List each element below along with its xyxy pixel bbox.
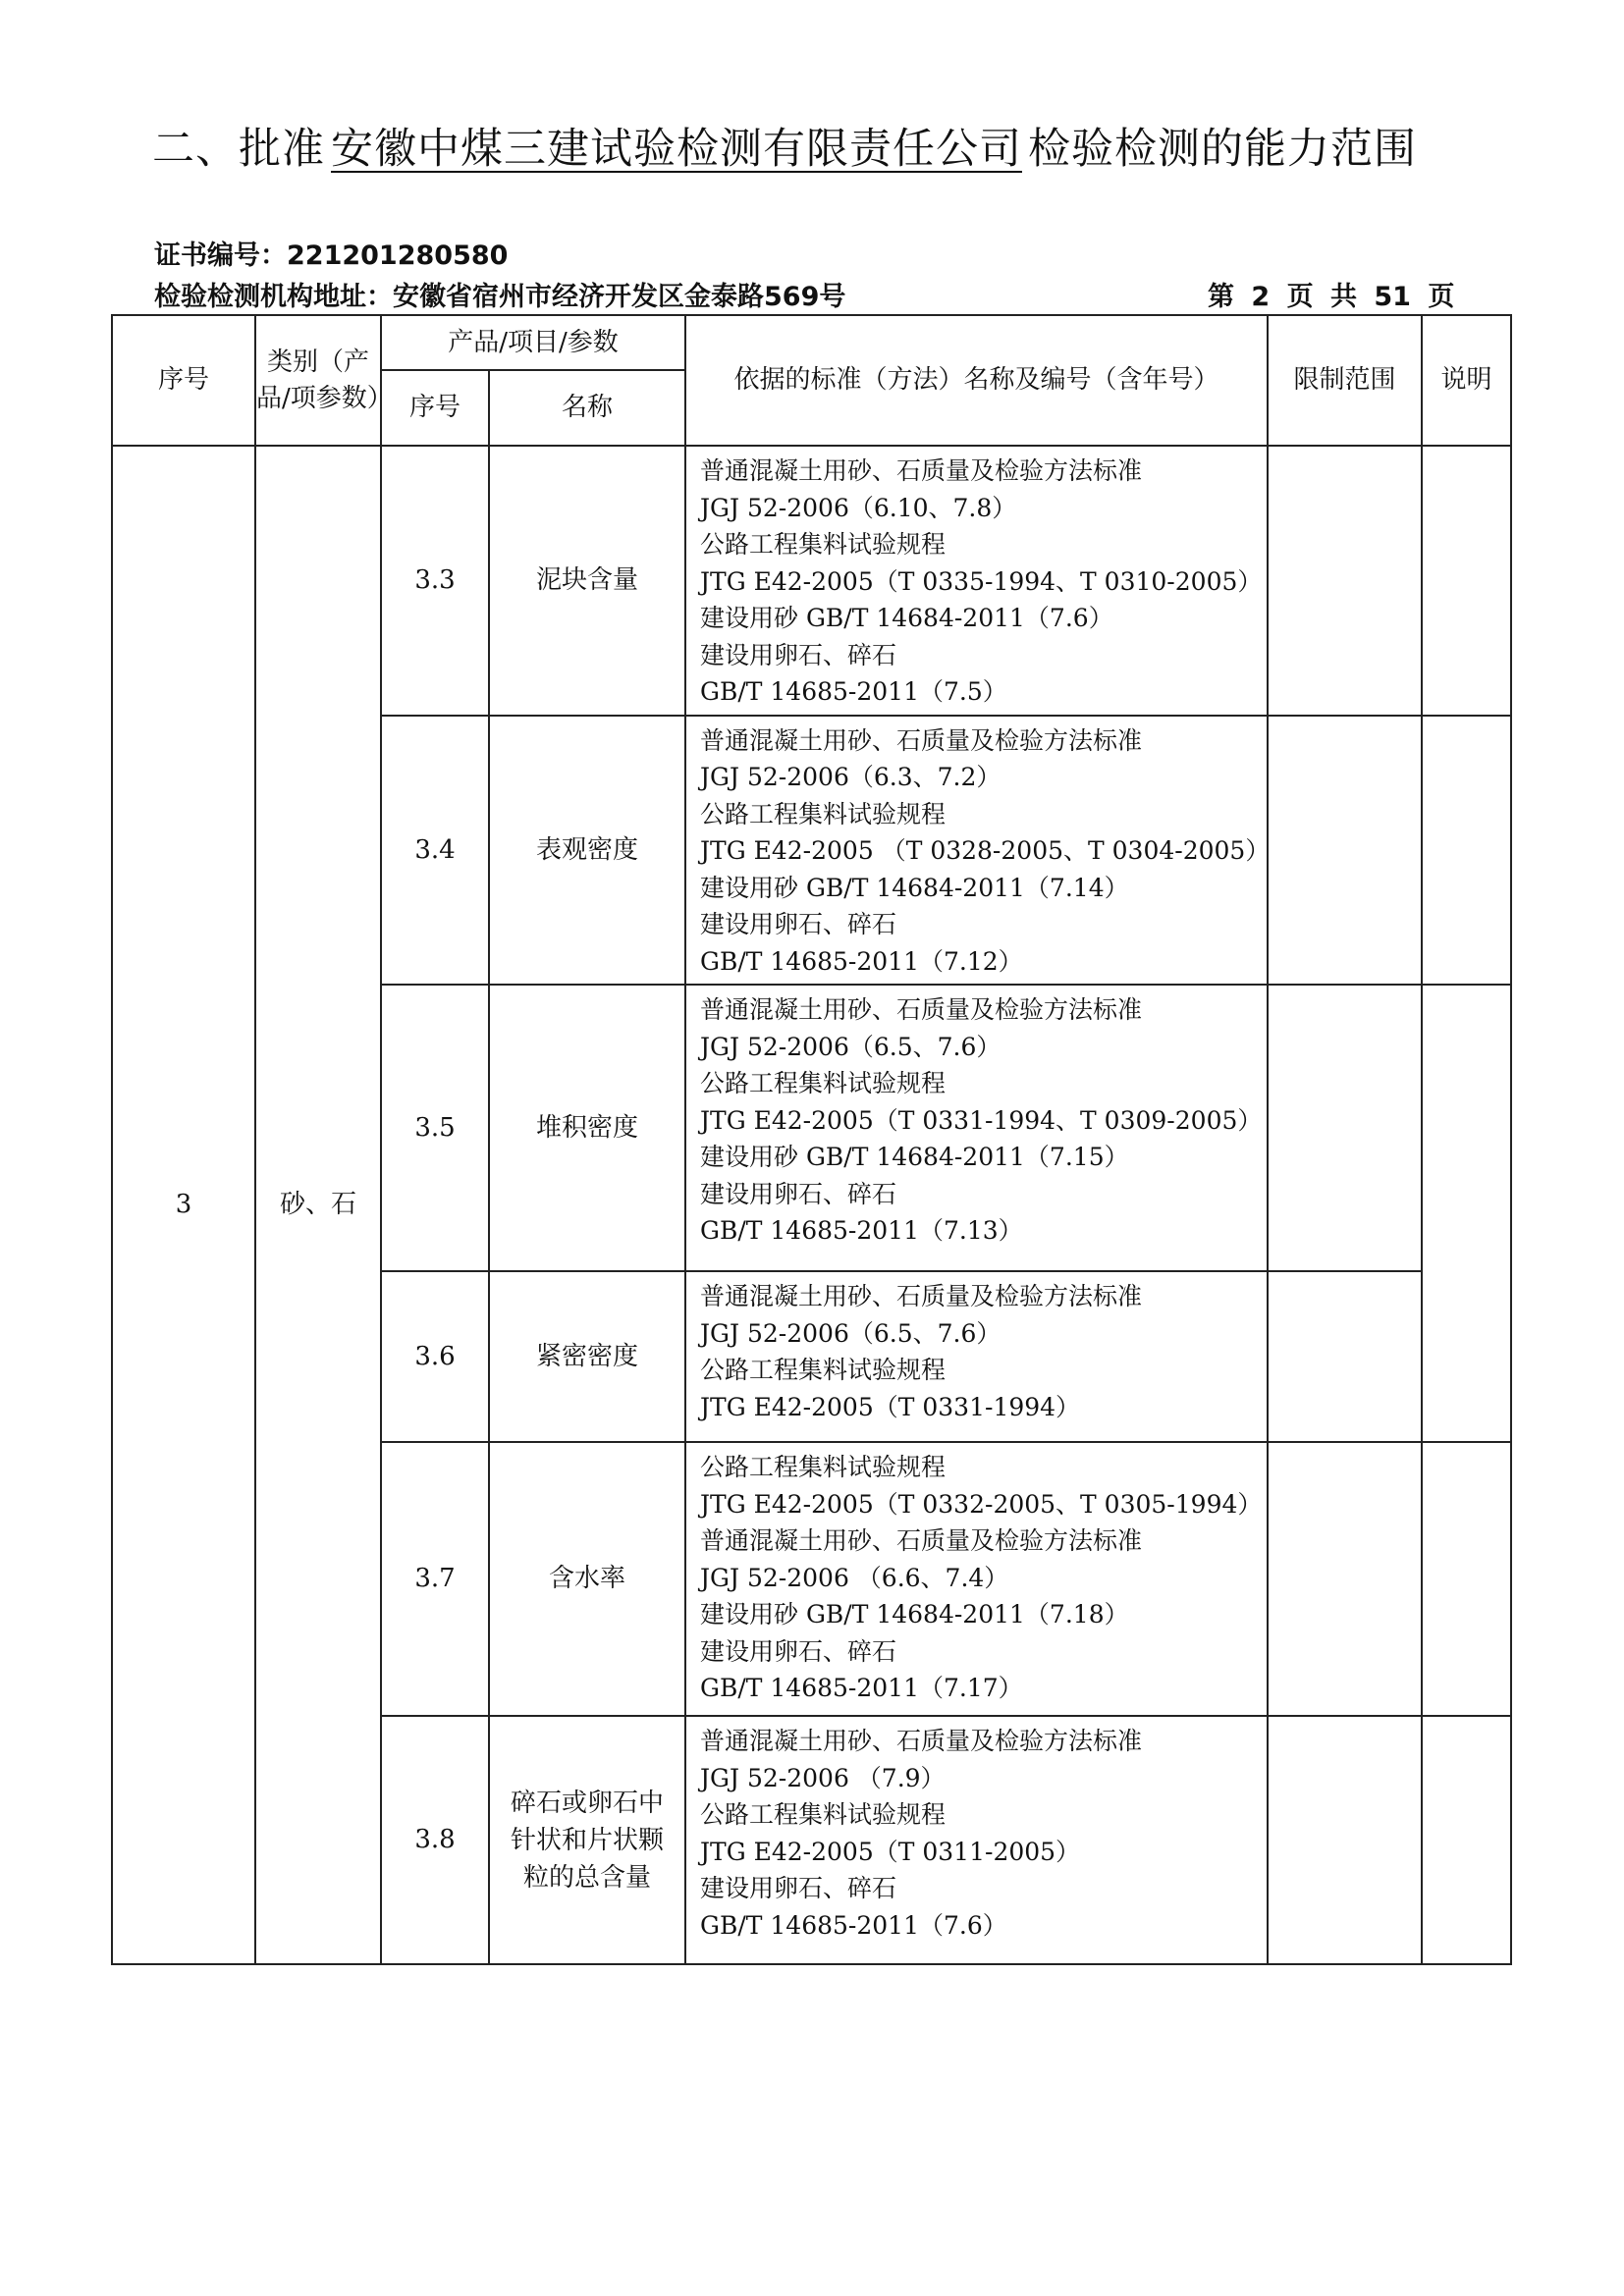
standard-line: GB/T 14685-2011（7.5） — [700, 677, 1007, 706]
standard-line: JTG E42-2005（T 0331-1994） — [700, 1392, 1081, 1421]
standard-line: 普通混凝土用砂、石质量及检验方法标准 — [700, 1526, 1143, 1555]
standard-line: 普通混凝土用砂、石质量及检验方法标准 — [700, 725, 1143, 755]
standard-line: JGJ 52-2006（6.5、7.6） — [700, 1032, 1001, 1061]
standards-cell — [685, 446, 1268, 716]
item-name: 堆积密度 — [489, 985, 685, 1271]
capability-table — [111, 314, 1512, 1965]
certificate-number — [154, 234, 508, 272]
header-sub-seq: 序号 — [381, 370, 489, 446]
standard-line: 公路工程集料试验规程 — [700, 799, 947, 828]
standards-cell — [685, 1716, 1268, 1964]
group-number: 3 — [112, 446, 255, 1964]
item-number: 3.7 — [381, 1442, 489, 1716]
standard-line: JTG E42-2005 （T 0328-2005、T 0304-2005） — [700, 836, 1271, 865]
standard-line: 建设用卵石、碎石 — [700, 1636, 897, 1666]
standard-line: 普通混凝土用砂、石质量及检验方法标准 — [700, 995, 1143, 1024]
title-prefix: 二、批准 — [152, 125, 325, 174]
limit-cell — [1268, 1271, 1422, 1442]
institution-address — [154, 275, 845, 313]
item-name: 碎石或卵石中针状和片状颗粒的总含量 — [489, 1716, 685, 1964]
standard-line: 建设用卵石、碎石 — [700, 1179, 897, 1208]
company-name: 安徽中煤三建试验检测有限责任公司 — [331, 125, 1022, 174]
standard-line: 建设用砂 GB/T 14684-2011（7.18） — [700, 1600, 1129, 1629]
standard-line: JGJ 52-2006（6.5、7.6） — [700, 1318, 1001, 1348]
item-number: 3.8 — [381, 1716, 489, 1964]
note-cell — [1422, 1442, 1511, 1716]
standard-line: GB/T 14685-2011（7.13） — [700, 1216, 1023, 1245]
note-cell — [1422, 1716, 1511, 1964]
table-row — [112, 446, 1511, 716]
item-name: 表观密度 — [489, 716, 685, 986]
standard-line: 建设用卵石、碎石 — [700, 1874, 897, 1902]
standard-line: 建设用卵石、碎石 — [700, 640, 897, 669]
header-name: 名称 — [489, 370, 685, 446]
group-category: 砂、石 — [255, 446, 381, 1964]
limit-cell — [1268, 1442, 1422, 1716]
standard-line: 公路工程集料试验规程 — [700, 530, 947, 559]
standard-line: GB/T 14685-2011（7.6） — [700, 1910, 1007, 1940]
header-product-group: 产品/项目/参数 — [381, 315, 685, 370]
standard-line: 建设用砂 GB/T 14684-2011（7.14） — [700, 873, 1129, 902]
standards-cell — [685, 716, 1271, 986]
address-label: 检验检测机构地址： — [154, 282, 393, 312]
cert-label: 证书编号： — [154, 240, 287, 271]
address-value: 安徽省宿州市经济开发区金泰路569号 — [393, 282, 846, 312]
standard-line: 建设用卵石、碎石 — [700, 910, 897, 938]
standard-line: JGJ 52-2006（6.10、7.8） — [700, 493, 1017, 522]
standard-line: JTG E42-2005（T 0331-1994、T 0309-2005） — [700, 1105, 1263, 1135]
cert-value: 221201280580 — [287, 240, 509, 271]
item-number: 3.4 — [381, 716, 489, 986]
standard-line: 公路工程集料试验规程 — [700, 1069, 947, 1097]
standard-line: 公路工程集料试验规程 — [700, 1453, 947, 1481]
standard-line: 普通混凝土用砂、石质量及检验方法标准 — [700, 1282, 1143, 1310]
standard-line: JGJ 52-2006 （7.9） — [700, 1763, 946, 1792]
standard-line: 建设用砂 GB/T 14684-2011（7.6） — [700, 604, 1113, 632]
standard-line: JTG E42-2005（T 0311-2005） — [700, 1837, 1081, 1866]
standard-line: 建设用砂 GB/T 14684-2011（7.15） — [700, 1143, 1129, 1171]
standards-cell — [685, 1442, 1268, 1716]
standard-line: 普通混凝土用砂、石质量及检验方法标准 — [700, 1727, 1143, 1755]
standard-line: GB/T 14685-2011（7.17） — [700, 1674, 1023, 1702]
item-number: 3.5 — [381, 985, 489, 1271]
limit-cell — [1268, 1716, 1422, 1964]
limit-cell — [1268, 716, 1422, 986]
item-number: 3.6 — [381, 1271, 489, 1442]
header-standard: 依据的标准（方法）名称及编号（含年号） — [685, 315, 1268, 446]
standard-line: 公路工程集料试验规程 — [700, 1356, 947, 1384]
page-title — [152, 116, 1417, 176]
standard-line: 普通混凝土用砂、石质量及检验方法标准 — [700, 456, 1143, 485]
item-name: 泥块含量 — [489, 446, 685, 716]
note-cell — [1422, 446, 1511, 716]
header-limit: 限制范围 — [1268, 315, 1422, 446]
standard-line: JTG E42-2005（T 0332-2005、T 0305-1994） — [700, 1489, 1263, 1519]
header-note: 说明 — [1422, 315, 1511, 446]
standards-cell — [685, 985, 1268, 1271]
note-cell — [1422, 716, 1511, 986]
item-name: 含水率 — [489, 1442, 685, 1716]
standard-line: JGJ 52-2006 （6.6、7.4） — [700, 1563, 1009, 1592]
page-info: 第 2 页 共 51 页 — [1208, 282, 1455, 312]
standard-line: 公路工程集料试验规程 — [700, 1800, 947, 1829]
standard-line: JTG E42-2005（T 0335-1994、T 0310-2005） — [700, 566, 1263, 596]
title-suffix: 检验检测的能力范围 — [1028, 125, 1417, 174]
header-category: 类别（产品/项参数） — [255, 315, 381, 446]
standards-cell — [685, 1271, 1268, 1442]
note-cell — [1422, 985, 1511, 1442]
header-seq: 序号 — [112, 315, 255, 446]
limit-cell — [1268, 985, 1422, 1271]
standard-line: JGJ 52-2006（6.3、7.2） — [700, 763, 1001, 791]
standard-line: GB/T 14685-2011（7.12） — [700, 946, 1023, 976]
item-name: 紧密密度 — [489, 1271, 685, 1442]
limit-cell — [1268, 446, 1422, 716]
item-number: 3.3 — [381, 446, 489, 716]
